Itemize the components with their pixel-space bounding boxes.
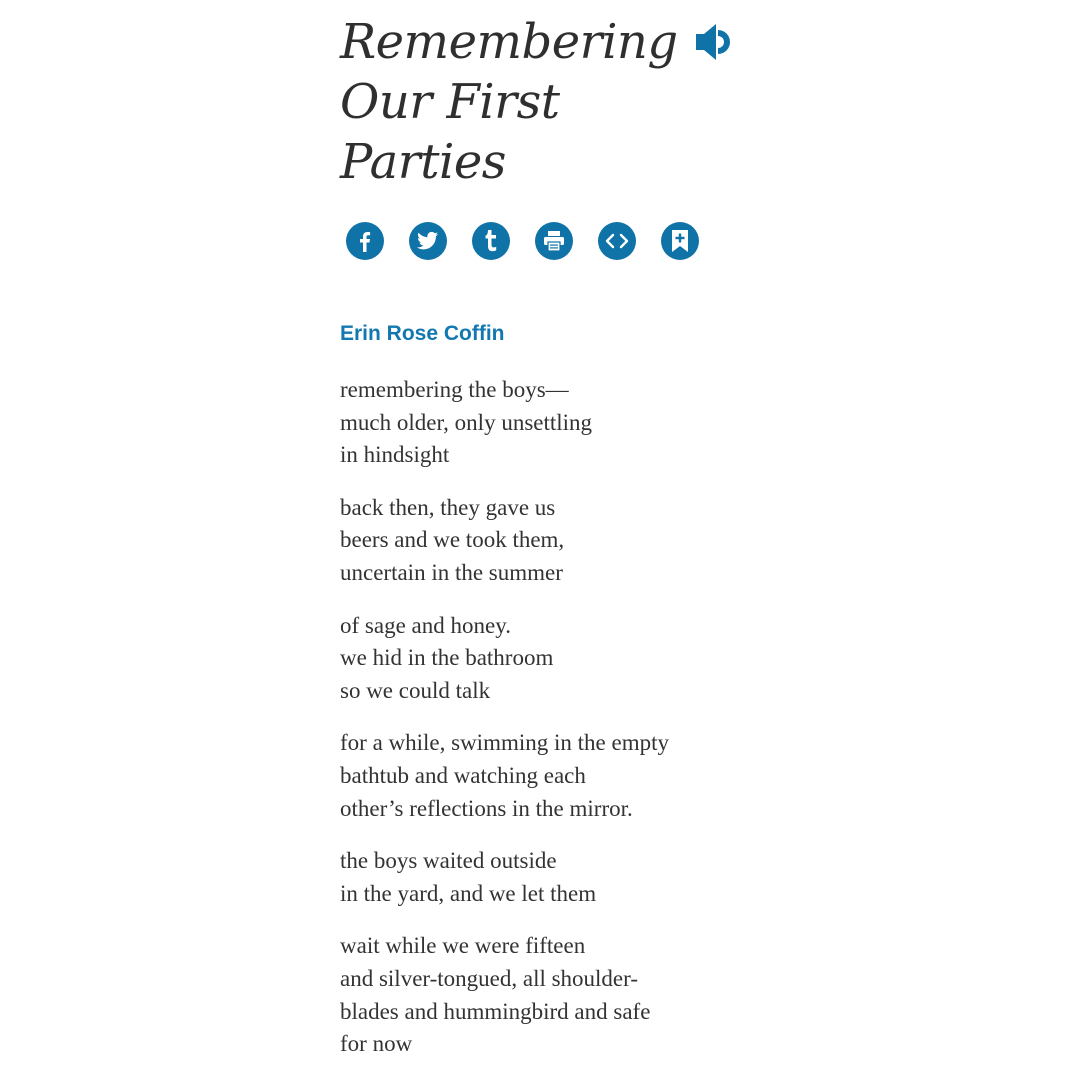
poem-line: in the yard, and we let them: [340, 880, 597, 906]
poem-line: beers and we took them,: [340, 527, 565, 553]
tumblr-icon: [483, 230, 499, 252]
stanza: [340, 610, 740, 708]
stanza: [340, 930, 740, 1060]
poem-line: uncertain in the summer: [340, 559, 563, 585]
embed-icon: [605, 232, 629, 250]
poem-line: in hindsight: [340, 442, 450, 468]
poem-line: back then, they gave us: [340, 494, 556, 520]
stanza: [340, 492, 740, 590]
poem-title: [340, 0, 678, 192]
poem-line: other’s reflections in the mirror.: [340, 795, 633, 821]
bookmark-button[interactable]: [661, 222, 699, 260]
poem-line: wait while we were fifteen: [340, 933, 586, 959]
poem-article: [340, 0, 740, 1057]
twitter-icon: [417, 231, 439, 251]
embed-button[interactable]: [598, 222, 636, 260]
poem-line: for a while, swimming in the empty: [340, 730, 669, 756]
poem-line: for now: [340, 1031, 413, 1057]
print-button[interactable]: [535, 222, 573, 260]
poem-body: [340, 374, 740, 1081]
tumblr-share-button[interactable]: [472, 222, 510, 260]
poem-line: so we could talk: [340, 677, 491, 703]
facebook-icon: [355, 230, 375, 252]
stanza: [340, 845, 740, 910]
print-icon: [543, 231, 565, 251]
poem-line: and silver-tongued, all shoulder-: [340, 965, 639, 991]
poem-line: much older, only unsettling: [340, 409, 593, 435]
speaker-icon: [694, 20, 730, 64]
twitter-share-button[interactable]: [409, 222, 447, 260]
poem-line: we hid in the bathroom: [340, 645, 554, 671]
poem-line: remembering the boys—: [340, 377, 569, 402]
poem-title-line: Parties: [340, 134, 506, 190]
title-row: [340, 0, 740, 192]
poem-line: bathtub and watching each: [340, 762, 586, 788]
audio-play-button[interactable]: [694, 20, 730, 64]
bookmark-icon: [671, 230, 689, 252]
stanza: [340, 727, 740, 825]
poem-line: of sage and honey.: [340, 612, 511, 638]
share-toolbar: [346, 222, 699, 260]
poem-line: the boys waited outside: [340, 848, 557, 874]
facebook-share-button[interactable]: [346, 222, 384, 260]
poem-title-line: Remembering: [340, 14, 678, 70]
poem-title-line: Our First: [340, 74, 560, 130]
author-link[interactable]: Erin Rose Coffin: [340, 322, 505, 345]
poem-line: blades and hummingbird and safe: [340, 998, 651, 1024]
stanza: [340, 374, 740, 472]
